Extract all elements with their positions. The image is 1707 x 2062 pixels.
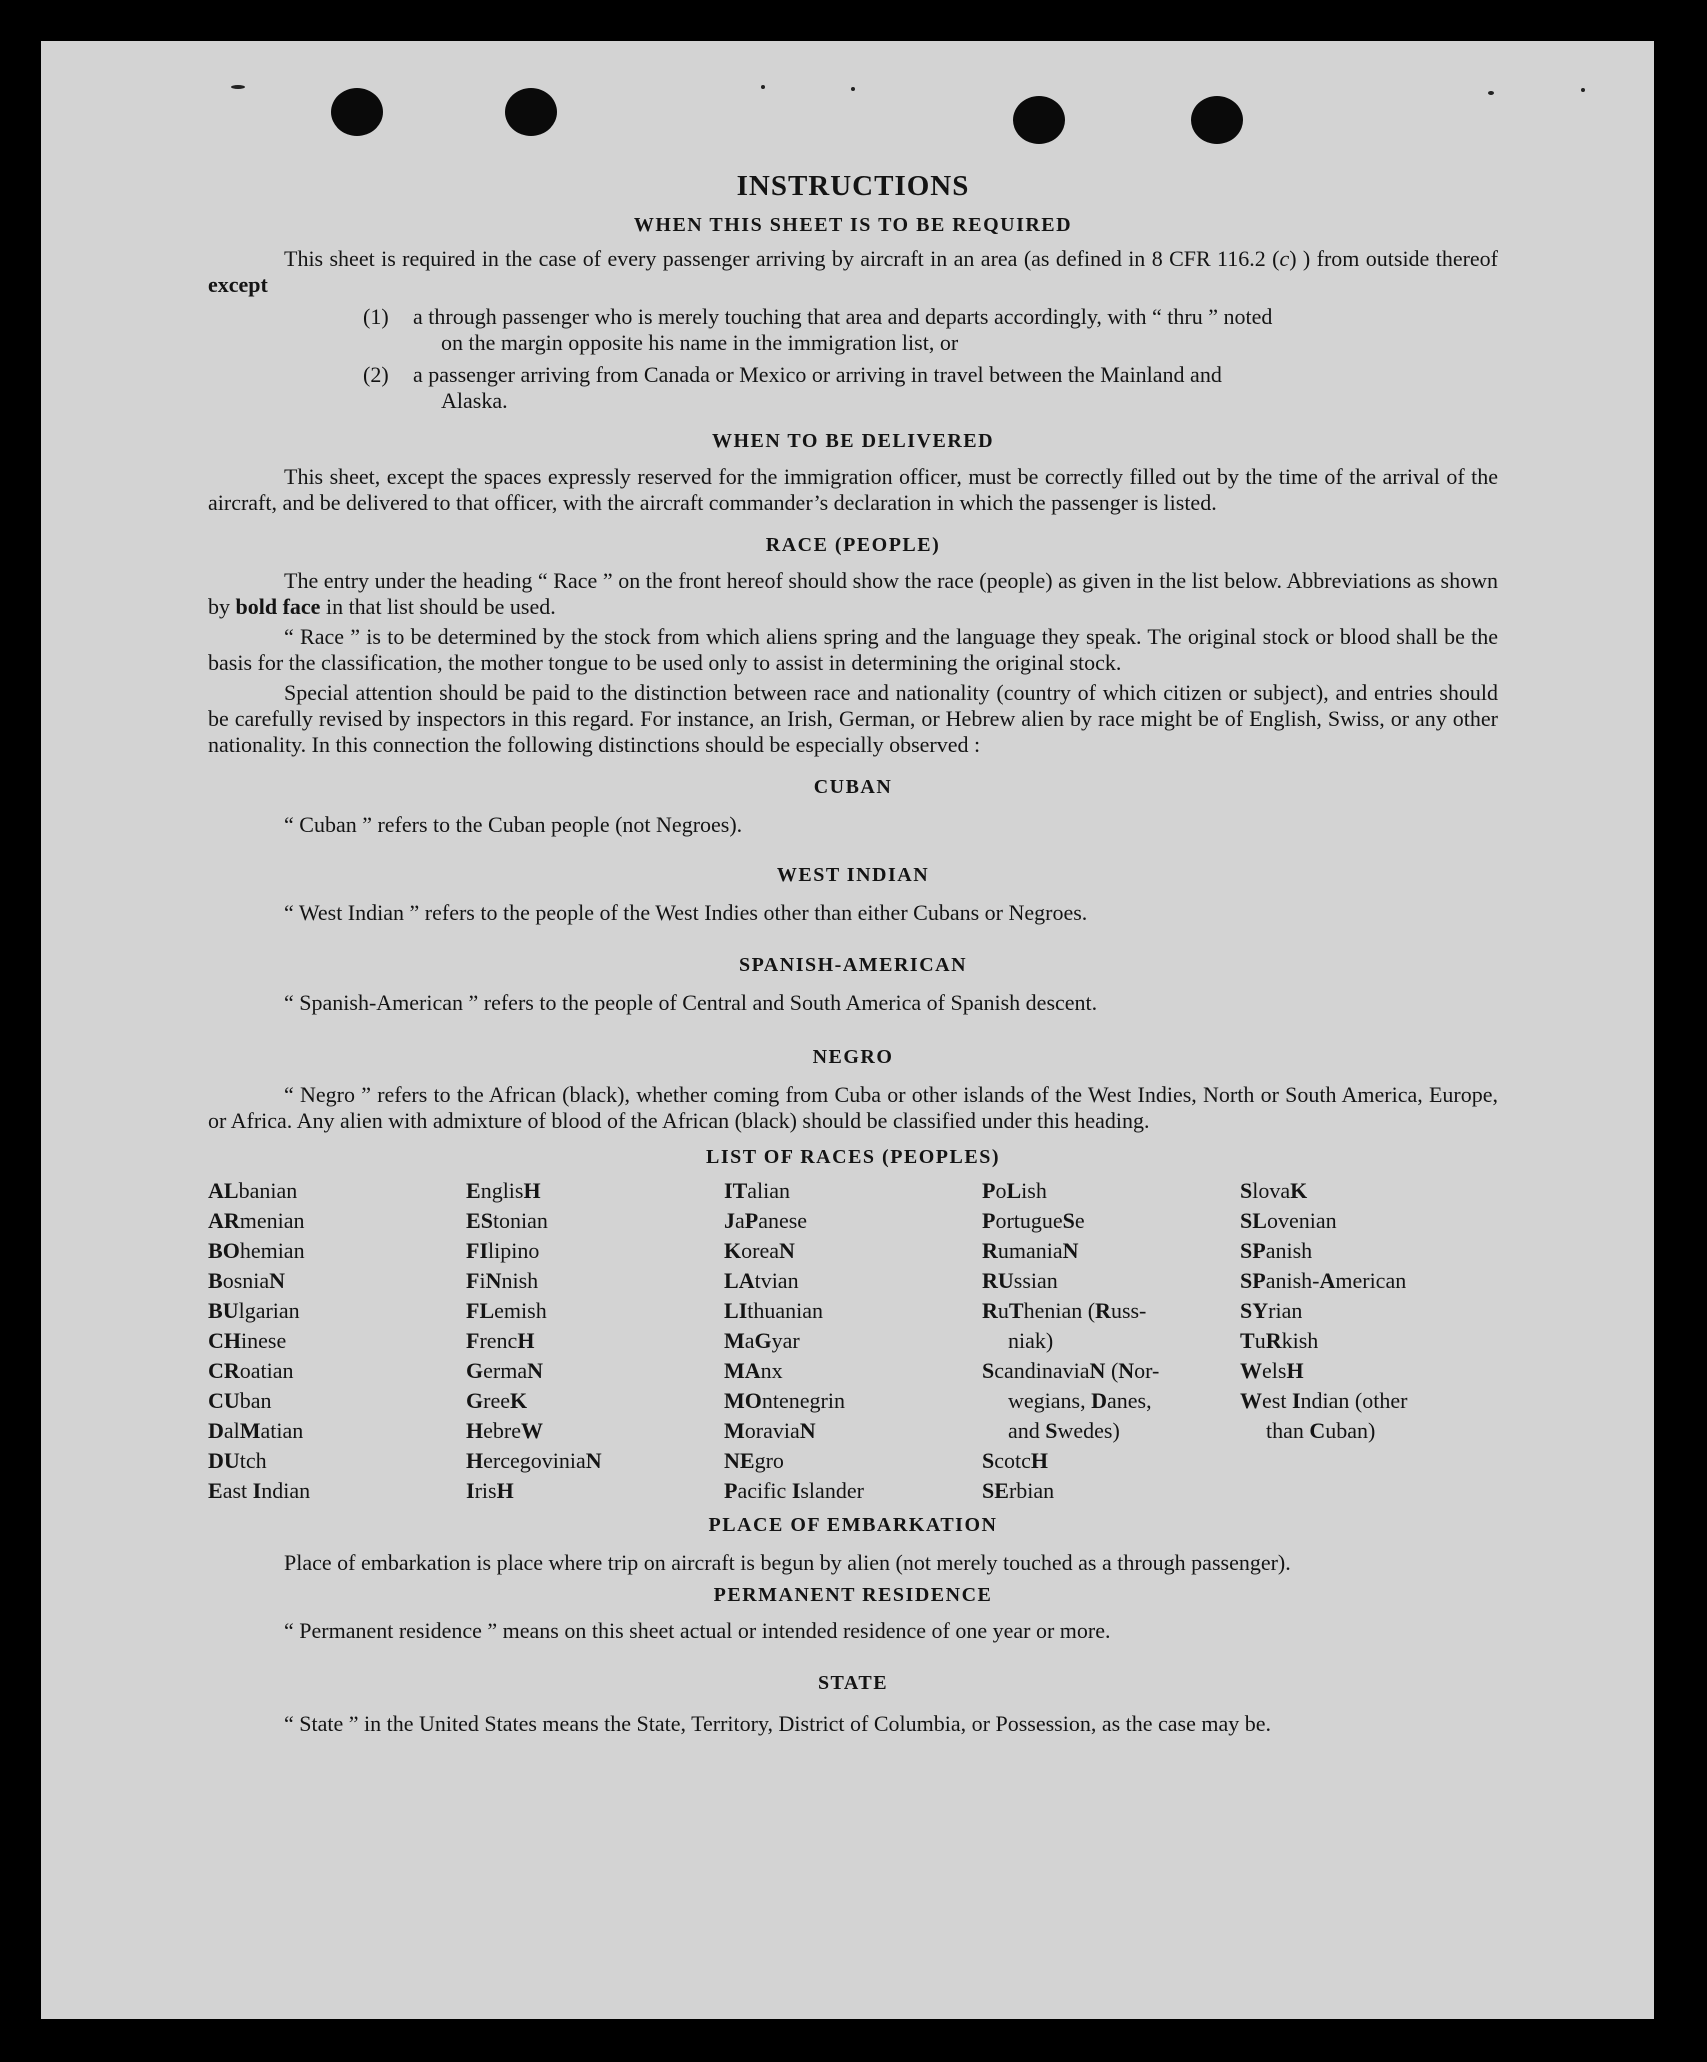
race-entry: PortugueSe [982,1208,1085,1233]
race-entry: EStonian [466,1208,548,1233]
race-entry: ScotcH [982,1448,1049,1473]
race-entry: East Indian [208,1478,311,1503]
race-entry: FLemish [466,1298,547,1323]
heading-when-delivered: WHEN TO BE DELIVERED [711,430,995,452]
item-line: a passenger arriving from Canada or Mexico or arriving in travel between the Mainland and [413,362,1222,387]
exception-item-2 [208,362,1498,414]
race-entry: CUban [208,1388,272,1413]
item-line: Alaska. [441,388,508,413]
para-text: This sheet is required in the case of every passenger arriving by aircraft in an area (as defined in 8 CFR 116.2 ( [284,246,1280,271]
heading-list-of-races: LIST OF RACES (PEOPLES) [705,1146,1000,1168]
page-title: INSTRUCTIONS [736,170,970,202]
race-entry: MaGyar [724,1328,800,1353]
para-permanent-residence: “ Permanent residence ” means on this sheet actual or intended residence of one year or more. [284,1618,1111,1643]
heading-when-required: WHEN THIS SHEET IS TO BE REQUIRED [633,214,1073,236]
race-column-5 [1240,1176,1498,1506]
race-entry: ALbanian [208,1178,298,1203]
para-race-2: “ Race ” is to be determined by the stock from which aliens spring and the language they speak. The original stock or blood shall be the basis for the classification, the mother tongue to be used only to assist in determining the original stock. [208,624,1498,675]
para-when-delivered: This sheet, except the spaces expressly reserved for the immigration officer, must be correctly filled out by the time of the arrival of the aircraft, and be delivered to that officer, with the aircraft commander’s declaration in which the passenger is listed. [208,464,1498,515]
race-entry: RuThenian (Russ- [982,1298,1147,1323]
para-race-1 [208,568,1498,620]
race-entry: GreeK [466,1388,528,1413]
race-entry: MoraviaN [724,1418,816,1443]
race-entry: JaPanese [724,1208,808,1233]
item-line: on the margin opposite his name in the immigration list, or [441,330,959,355]
race-entry: Pacific Islander [724,1478,864,1503]
race-entry: CRoatian [208,1358,294,1383]
italic-text: c [1279,246,1290,271]
race-entry: West Indian (other [1240,1388,1408,1413]
para-cuban: “ Cuban ” refers to the Cuban people (not Negroes). [284,812,743,837]
heading-embarkation: PLACE OF EMBARKATION [708,1514,998,1536]
race-entry: PoLish [982,1178,1047,1203]
race-list [208,1176,1498,1506]
race-entry-continuation: than Cuban) [1266,1418,1376,1443]
race-entry: SPanish [1240,1238,1313,1263]
race-entry: EnglisH [466,1178,541,1203]
race-entry: LAtvian [724,1268,799,1293]
race-entry: ITalian [724,1178,791,1203]
speck [231,85,245,89]
para-text: in that list should be used. [320,594,556,619]
race-entry: FiNnish [466,1268,539,1293]
race-entry-continuation: and Swedes) [1008,1418,1120,1443]
item-text [413,362,1498,414]
race-entry: ARmenian [208,1208,305,1233]
speck [851,87,855,91]
heading-permanent-residence: PERMANENT RESIDENCE [713,1584,993,1606]
para-negro: “ Negro ” refers to the African (black), whether coming from Cuba or other islands of the West Indies, North or South America, Europe, or Africa. Any alien with admixture of blood of the African (black) should be classified under this heading. [208,1082,1498,1133]
speck [1581,88,1585,92]
race-column-2 [466,1176,724,1506]
heading-spanish-american: SPANISH-AMERICAN [738,954,968,976]
para-text: ) ) from outside thereof [1289,246,1498,271]
heading-race: RACE (PEOPLE) [765,534,941,556]
race-entry: RumaniaN [982,1238,1079,1263]
para-embarkation: Place of embarkation is place where trip on aircraft is begun by alien (not merely touched as a through passenger). [284,1550,1291,1575]
race-entry: MAnx [724,1358,783,1383]
race-entry-continuation: niak) [1008,1328,1054,1353]
race-entry: KoreaN [724,1238,795,1263]
race-entry: TuRkish [1240,1328,1319,1353]
bold-text: bold face [235,594,321,619]
race-entry: SErbian [982,1478,1055,1503]
bold-text: except [208,272,268,297]
race-entry: RUssian [982,1268,1058,1293]
race-entry: BosniaN [208,1268,286,1293]
race-entry: DalMatian [208,1418,304,1443]
race-entry: HebreW [466,1418,543,1443]
race-entry: LIthuanian [724,1298,824,1323]
para-spanish-american: “ Spanish-American ” refers to the people of Central and South America of Spanish descent. [284,990,1098,1015]
race-column-4 [982,1176,1240,1506]
race-entry: NEgro [724,1448,784,1473]
item-number: (1) [363,304,389,329]
race-entry: BUlgarian [208,1298,300,1323]
race-column-3 [724,1176,982,1506]
heading-west-indian: WEST INDIAN [776,864,930,886]
race-entry: FIlipino [466,1238,540,1263]
race-entry: HercegoviniaN [466,1448,602,1473]
item-number: (2) [363,362,389,387]
race-entry: CHinese [208,1328,287,1353]
instructions-content [208,128,1498,1740]
para-text: The entry under the heading “ Race ” on the front hereof should show the race (people) as given in the list below. Abbreviations as shown by [208,568,1498,619]
race-entry: WelsH [1240,1358,1304,1383]
heading-state: STATE [817,1672,889,1694]
race-column-1 [208,1176,466,1506]
race-entry: SLovenian [1240,1208,1337,1233]
speck [761,85,765,89]
race-entry-continuation: wegians, Danes, [1008,1388,1152,1413]
heading-negro: NEGRO [812,1046,894,1068]
race-entry: SlovaK [1240,1178,1308,1203]
race-entry: ScandinaviaN (Nor- [982,1358,1160,1383]
exception-item-1 [208,304,1498,356]
race-entry: IrisH [466,1478,514,1503]
race-entry: BOhemian [208,1238,305,1263]
item-text [413,304,1498,356]
speck [1488,91,1494,95]
heading-cuban: CUBAN [813,776,893,798]
item-line: a through passenger who is merely touching that area and departs accordingly, with “ thru ” noted [413,304,1273,329]
race-entry: SPanish-American [1240,1268,1407,1293]
race-entry: SYrian [1240,1298,1303,1323]
para-state: “ State ” in the United States means the State, Territory, District of Columbia, or Possession, as the case may be. [284,1711,1272,1736]
para-when-required [208,246,1498,298]
para-race-3: Special attention should be paid to the distinction between race and nationality (country of which citizen or subject), and entries should be carefully revised by inspectors in this regard. For instance, an Irish, German, or Hebrew alien by race might be of English, Swiss, or any other nationality. In this connection the following distinctions should be especially observed : [208,680,1498,757]
race-entry: FrencH [466,1328,535,1353]
race-entry: MOntenegrin [724,1388,845,1413]
para-west-indian: “ West Indian ” refers to the people of the West Indies other than either Cubans or Negroes. [284,900,1088,925]
race-entry: DUtch [208,1448,267,1473]
race-entry: GermaN [466,1358,543,1383]
